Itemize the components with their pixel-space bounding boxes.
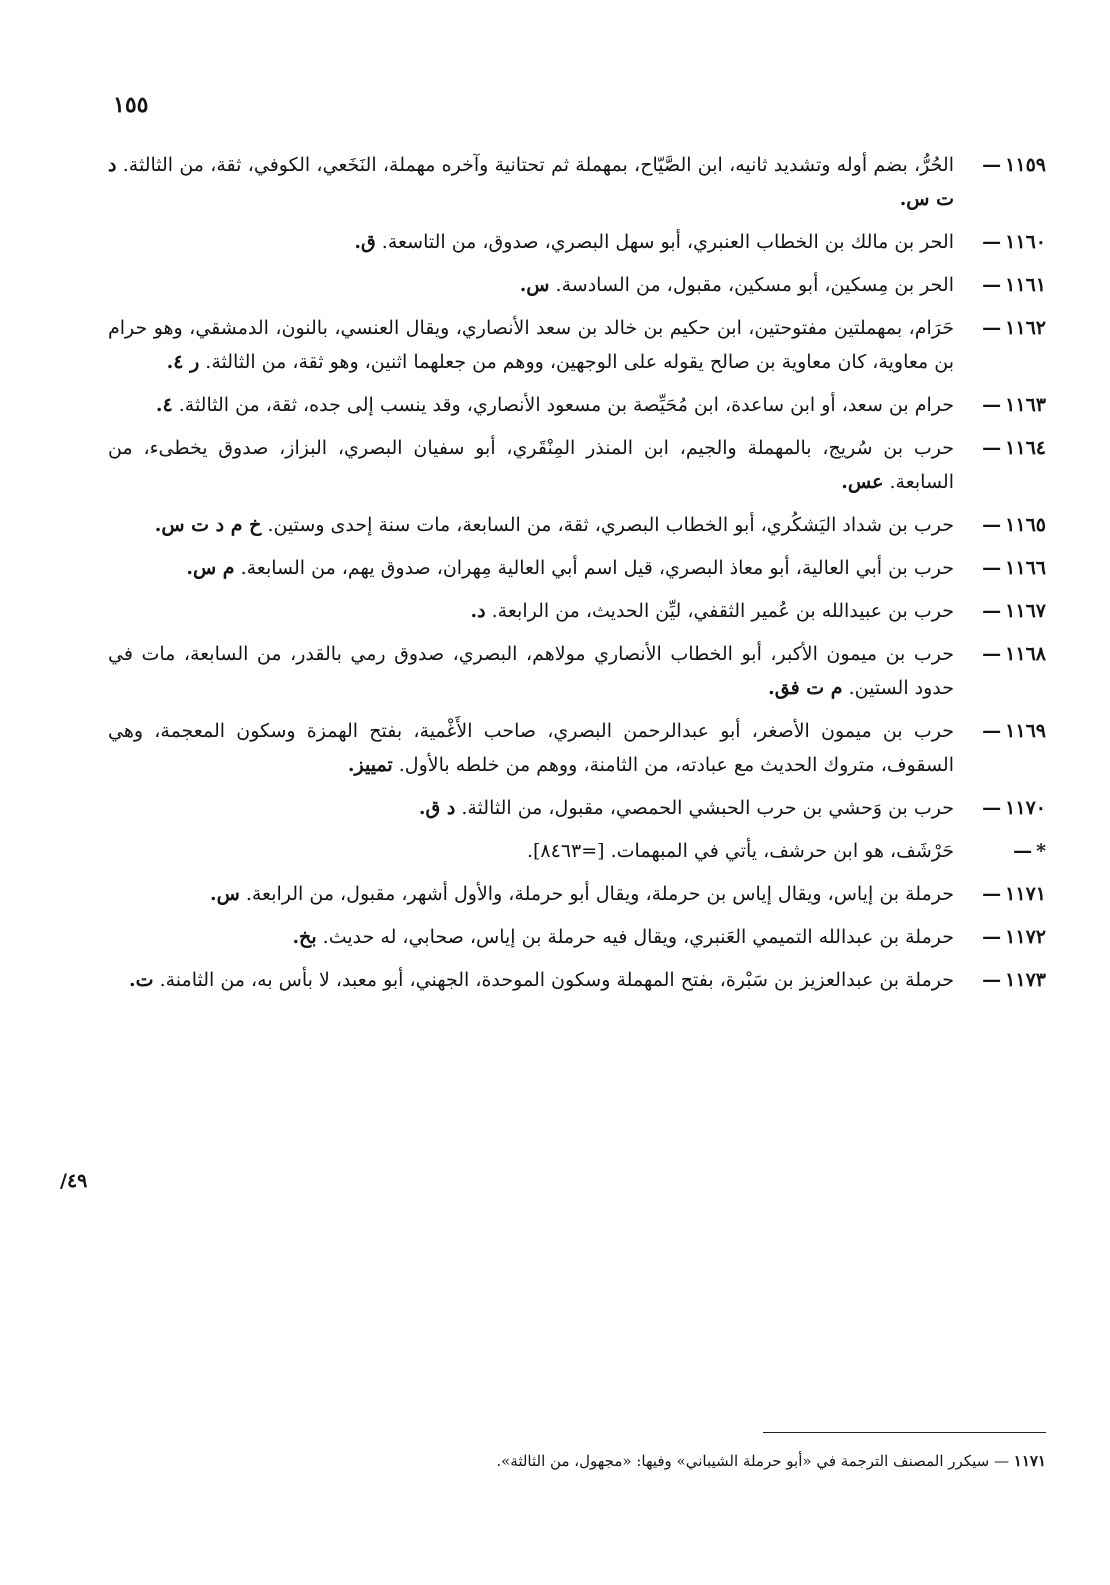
entry-number-label: ١١٦٧ — [1005, 600, 1046, 622]
entry-number — [954, 148, 1046, 216]
entry-text — [108, 311, 954, 379]
entry-body: حرب بن شداد اليَشكُري، أبو الخطاب البصري، ثقة، من السابعة، مات سنة إحدى وستين. — [267, 514, 954, 536]
entry-number — [954, 594, 1046, 628]
page-number: ١٥٥ — [113, 92, 149, 118]
entry-body: حرب بن أبي العالية، أبو معاذ البصري، قيل اسم أبي العالية مِهران، صدوق يهم، من السابعة. — [240, 557, 954, 579]
entry-body: حَرْشَف، هو ابن حرشف، يأتي في المبهمات. [=٨٤٦٣]. — [526, 840, 954, 862]
entry-number-label: ١١٦٠ — [1005, 231, 1046, 253]
entry-dash: — — [982, 926, 1002, 948]
footnote-number: ١١٧١ — [1013, 1452, 1046, 1470]
entry-dash: — — [982, 600, 1002, 622]
entry-dash: — — [982, 317, 1002, 339]
entry-body: الحُرُّ، بضم أوله وتشديد ثانيه، ابن الصَّيّاح، بمهملة ثم تحتانية وآخره مهملة، النَخَعي، الكوفي، ثقة، من الثالثة. — [122, 154, 954, 176]
entry-body: حَرَام، بمهملتين مفتوحتين، ابن حكيم بن خالد بن سعد الأنصاري، ويقال العنسي، بالنون، الدمشقي، وهو حرام بن معاوية، كان معاوية بن صالح يقوله على الوجهين، ووهم من جعلهما اثنين، وهو ثقة، من الثالثة. — [108, 317, 954, 373]
entry-number — [954, 225, 1046, 259]
entry-number-label: * — [1036, 840, 1046, 862]
entry-dash: — — [982, 797, 1002, 819]
entry-dash: — — [982, 394, 1002, 416]
entry-body: حرب بن عبيدالله بن عُمير الثقفي، ليِّن الحديث، من الرابعة. — [491, 600, 954, 622]
entry-text — [108, 594, 954, 628]
entry-number-label: ١١٦١ — [1005, 274, 1046, 296]
footnote-text: سيكرر المصنف الترجمة في «أبو حرملة الشيباني» وفيها: «مجهول، من الثالثة». — [496, 1452, 990, 1470]
entry-body: حرملة بن عبدالعزيز بن سَبْرة، بفتح المهملة وسكون الموحدة، الجهني، أبو معبد، لا بأس به، من الثامنة. — [159, 969, 954, 991]
entry-rijal-codes: س. — [519, 274, 550, 296]
entry-rijal-codes: د. — [470, 600, 486, 622]
entry-row — [108, 791, 1046, 825]
entry-number-label: ١١٦٣ — [1005, 394, 1046, 416]
entries-list — [108, 148, 1046, 1006]
entry-text — [108, 268, 954, 302]
entry-text — [108, 551, 954, 585]
entry-number-label: ١١٦٥ — [1005, 514, 1046, 536]
footnote — [108, 1447, 1046, 1475]
entry-number — [954, 431, 1046, 499]
margin-note: /٤٩ — [60, 1170, 88, 1192]
entry-text — [108, 431, 954, 499]
entry-row — [108, 508, 1046, 542]
entry-text — [108, 714, 954, 782]
entry-body: حرملة بن عبدالله التميمي العَنبري، ويقال فيه حرملة بن إياس، صحابي، له حديث. — [322, 926, 954, 948]
entry-body: حرب بن سُريج، بالمهملة والجيم، ابن المنذر المِنْقَري، أبو سفيان البصري، البزاز، صدوق يخطىء، من السابعة. — [108, 437, 954, 493]
entry-number — [954, 834, 1046, 868]
entry-row — [108, 551, 1046, 585]
entry-dash: — — [982, 643, 1002, 665]
entry-number-label: ١١٧٢ — [1005, 926, 1046, 948]
entry-dash: — — [982, 514, 1002, 536]
entry-number — [954, 311, 1046, 379]
entry-dash: — — [982, 883, 1002, 905]
entry-body: حرام بن سعد، أو ابن ساعدة، ابن مُحَيِّصة بن مسعود الأنصاري، وقد ينسب إلى جده، ثقة، من الثالثة. — [178, 394, 954, 416]
entry-row — [108, 431, 1046, 499]
entry-row — [108, 148, 1046, 216]
entry-number — [954, 508, 1046, 542]
entry-text — [108, 834, 954, 868]
entry-number-label: ١١٦٩ — [1005, 720, 1046, 742]
entry-number — [954, 920, 1046, 954]
entry-row — [108, 637, 1046, 705]
entry-rijal-codes: د ت س. — [108, 154, 954, 210]
entry-number — [954, 791, 1046, 825]
entry-rijal-codes: بخ. — [292, 926, 317, 948]
entry-number-label: ١١٦٢ — [1005, 317, 1046, 339]
entry-dash: — — [982, 720, 1002, 742]
entry-number — [954, 388, 1046, 422]
entry-body: حرب بن ميمون الأصغر، أبو عبدالرحمن البصري، صاحب الأَغْمية، بفتح الهمزة وسكون المعجمة، وهي السقوف، متروك الحديث مع عبادته، من الثامنة، ووهم من خلطه بالأول. — [108, 720, 954, 776]
entry-body: حرب بن وَحشي بن حرب الحبشي الحمصي، مقبول، من الثالثة. — [461, 797, 954, 819]
entry-body: الحر بن مِسكين، أبو مسكين، مقبول، من السادسة. — [555, 274, 954, 296]
entry-text — [108, 877, 954, 911]
entry-rijal-codes: ٤. — [155, 394, 173, 416]
entry-body: حرب بن ميمون الأكبر، أبو الخطاب الأنصاري مولاهم، البصري، صدوق رمي بالقدر، من السابعة، مات في حدود الستين. — [108, 643, 954, 699]
entry-rijal-codes: عس. — [841, 471, 884, 493]
entry-text — [108, 791, 954, 825]
entry-rijal-codes: تمييز. — [347, 754, 393, 776]
entry-number — [954, 714, 1046, 782]
entry-number-label: ١١٧١ — [1005, 883, 1046, 905]
entry-rijal-codes: ر ٤. — [166, 351, 200, 373]
entry-row — [108, 963, 1046, 997]
entry-text — [108, 920, 954, 954]
footnote-divider — [763, 1432, 1046, 1433]
entry-row — [108, 388, 1046, 422]
entry-row — [108, 268, 1046, 302]
entry-rijal-codes: ق. — [354, 231, 376, 253]
entry-body: الحر بن مالك بن الخطاب العنبري، أبو سهل البصري، صدوق، من التاسعة. — [381, 231, 954, 253]
entry-text — [108, 508, 954, 542]
entry-number-label: ١١٧٣ — [1005, 969, 1046, 991]
entry-number — [954, 268, 1046, 302]
entry-number — [954, 877, 1046, 911]
entry-dash: — — [982, 154, 1002, 176]
entry-dash: — — [982, 557, 1002, 579]
entry-dash: — — [982, 274, 1002, 296]
entry-rijal-codes: خ م د ت س. — [154, 514, 262, 536]
entry-number-label: ١١٦٦ — [1005, 557, 1046, 579]
entry-text — [108, 637, 954, 705]
entry-rijal-codes: د ق. — [418, 797, 456, 819]
entry-row — [108, 714, 1046, 782]
entry-number — [954, 963, 1046, 997]
entry-number-label: ١١٦٤ — [1005, 437, 1046, 459]
entry-row — [108, 877, 1046, 911]
entry-number — [954, 551, 1046, 585]
entry-text — [108, 963, 954, 997]
entry-row — [108, 594, 1046, 628]
entry-text — [108, 388, 954, 422]
entry-row — [108, 225, 1046, 259]
entry-row — [108, 311, 1046, 379]
entry-body: حرملة بن إياس، ويقال إياس بن حرملة، ويقال أبو حرملة، والأول أشهر، مقبول، من الرابعة. — [245, 883, 954, 905]
entry-dash: — — [982, 437, 1002, 459]
entry-dash: — — [982, 231, 1002, 253]
entry-number-label: ١١٧٠ — [1005, 797, 1046, 819]
entry-dash: — — [1013, 840, 1033, 862]
entry-number-label: ١١٥٩ — [1005, 154, 1046, 176]
entry-number — [954, 637, 1046, 705]
entry-rijal-codes: م س. — [186, 557, 235, 579]
entry-row — [108, 834, 1046, 868]
entry-rijal-codes: م ت فق. — [768, 677, 843, 699]
entry-rijal-codes: س. — [209, 883, 240, 905]
entry-text — [108, 225, 954, 259]
entry-row — [108, 920, 1046, 954]
entry-text — [108, 148, 954, 216]
entry-rijal-codes: ت. — [129, 969, 154, 991]
entry-number-label: ١١٦٨ — [1005, 643, 1046, 665]
footnote-dash: — — [989, 1452, 1009, 1470]
entry-dash: — — [982, 969, 1002, 991]
